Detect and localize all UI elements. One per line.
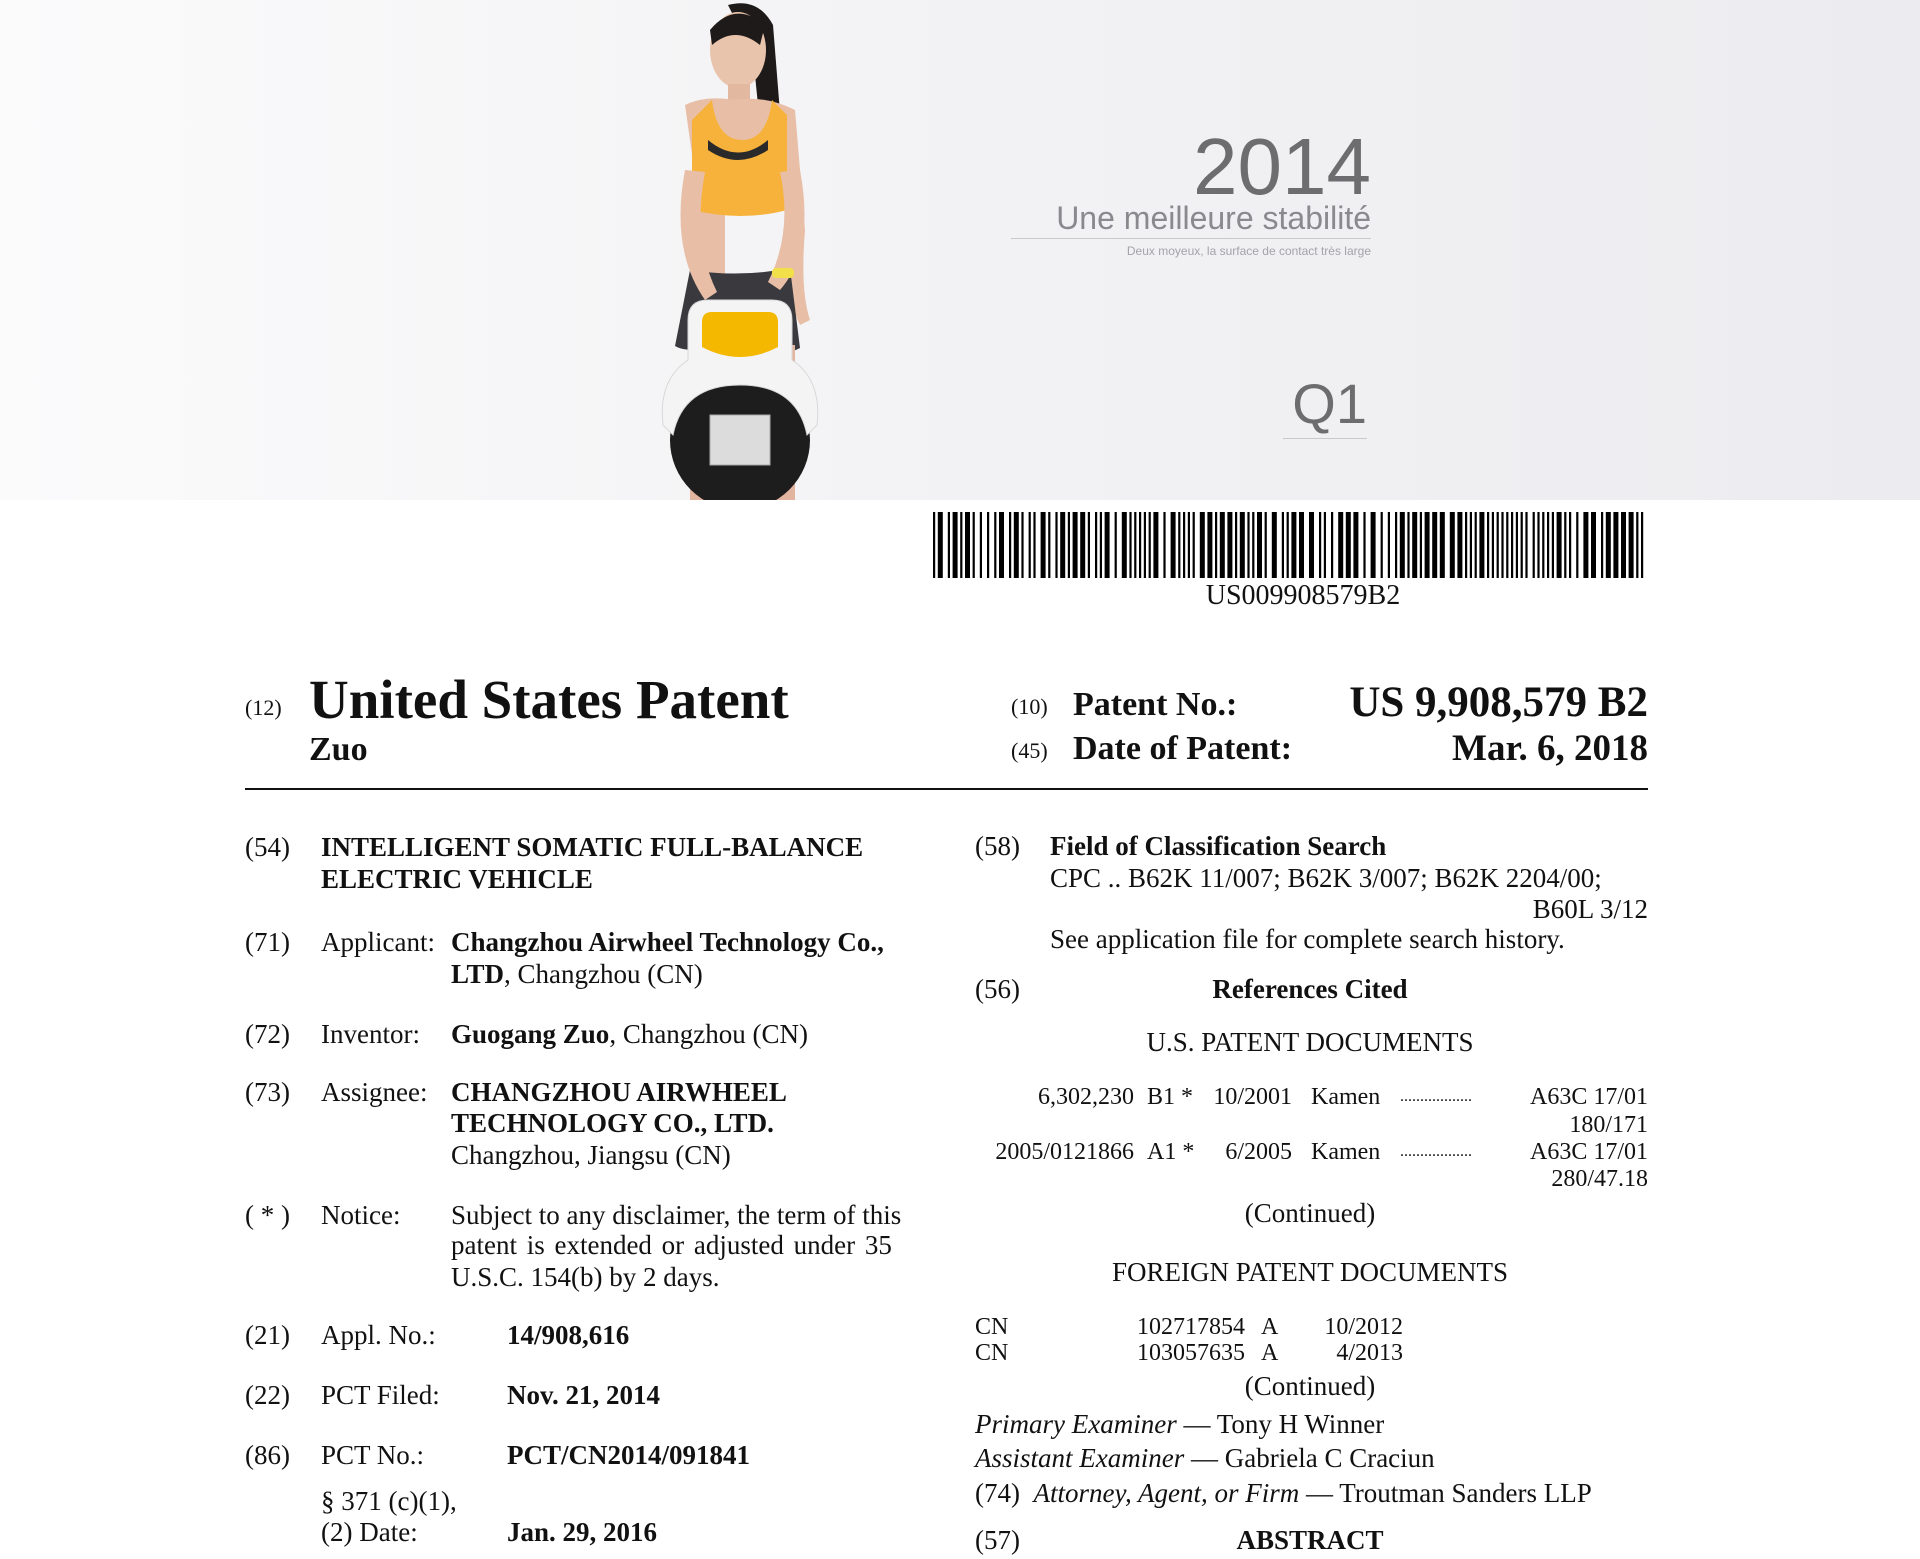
barcode-bar (1048, 512, 1050, 578)
barcode-bar (960, 512, 962, 578)
barcode-bar (980, 512, 982, 578)
barcode-bar (1122, 512, 1127, 578)
barcode-text: US009908579B2 (1205, 580, 1401, 611)
field-code-74: (74) (975, 1478, 1020, 1508)
barcode-bar (1324, 512, 1326, 578)
us-patent-docs-heading: U.S. PATENT DOCUMENTS (1146, 1027, 1474, 1057)
barcode-bar (1470, 512, 1472, 578)
barcode-bar (1542, 512, 1544, 578)
ref-date: 10/2001 (1213, 1084, 1292, 1110)
barcode-bar (1178, 512, 1180, 578)
patent-barcode (933, 512, 1651, 578)
ref-date: 6/2005 (1225, 1139, 1292, 1165)
foreign-number: 103057635 (1137, 1340, 1245, 1366)
barcode-bar (1583, 512, 1588, 578)
pct-filed-value: Nov. 21, 2014 (507, 1380, 661, 1410)
barcode-bar (1153, 512, 1158, 578)
appl-no-value: 14/908,616 (507, 1320, 630, 1350)
barcode-bar (1215, 512, 1217, 578)
banner-subtext: Deux moyeux, la surface de contact très large (1126, 244, 1371, 258)
assignee-line1: CHANGZHOU AIRWHEEL (451, 1077, 787, 1107)
barcode-bar (1569, 512, 1571, 578)
barcode-bar (1115, 512, 1117, 578)
barcode-bar (1009, 512, 1011, 578)
barcode-bar (1309, 512, 1314, 578)
barcode-bar (1346, 512, 1351, 578)
barcode-bar (1163, 512, 1165, 578)
barcode-bar (965, 512, 970, 578)
field-code-10: (10) (1011, 694, 1048, 719)
field-code-73: (73) (245, 1077, 290, 1107)
ref-leader-dots: .................. (1400, 1143, 1472, 1160)
barcode-bar (1033, 512, 1035, 578)
barcode-bar (1636, 512, 1638, 578)
assignee-location: Changzhou, Jiangsu (CN) (451, 1140, 731, 1170)
foreign-patent-docs-heading: FOREIGN PATENT DOCUMENTS (1111, 1257, 1509, 1287)
barcode-bar (1227, 512, 1232, 578)
attorney-label: Attorney, Agent, or Firm (1033, 1478, 1300, 1508)
barcode-bar (1465, 512, 1467, 578)
patent-number-label: Patent No.: (1073, 686, 1238, 723)
us-docs-continued: (Continued) (1244, 1198, 1376, 1228)
inventor-value (451, 1018, 808, 1050)
barcode-bar (1501, 512, 1503, 578)
classification-note: See application file for complete search history. (1050, 924, 1565, 954)
notice-line2: patent is extended or adjusted under 35 (451, 1230, 892, 1260)
barcode-bar (1272, 512, 1277, 578)
barcode-bar (1629, 512, 1634, 578)
ref-number: 2005/0121866 (995, 1139, 1134, 1165)
barcode-bar (1371, 512, 1376, 578)
barcode-bar (1425, 512, 1430, 578)
field-code-21: (21) (245, 1320, 290, 1350)
foreign-country: CN (975, 1314, 1009, 1340)
model-with-unicycle-photo (600, 0, 860, 500)
barcode-bar (1149, 512, 1151, 578)
barcode-bar (1506, 512, 1508, 578)
field-code-71: (71) (245, 927, 290, 957)
pct-no-value: PCT/CN2014/091841 (507, 1440, 750, 1470)
classification-title: Field of Classification Search (1050, 831, 1387, 861)
inventor-surname: Zuo (309, 731, 368, 768)
barcode-bar (938, 512, 943, 578)
assistant-examiner-label: Assistant Examiner (975, 1443, 1185, 1473)
barcode-bar (1395, 512, 1397, 578)
field-code-86: (86) (245, 1440, 290, 1470)
foreign-kind: A (1261, 1340, 1279, 1366)
foreign-number: 102717854 (1137, 1314, 1245, 1340)
inventor-name: Guogang Zuo (451, 1019, 610, 1049)
foreign-docs-continued: (Continued) (1244, 1371, 1376, 1401)
ref-subclass: 280/47.18 (1551, 1166, 1648, 1192)
barcode-bar (1183, 512, 1185, 578)
barcode-bar (1240, 512, 1245, 578)
appl-no-label: Appl. No.: (321, 1320, 436, 1350)
barcode-bar (1319, 512, 1321, 578)
section-371-date: Jan. 29, 2016 (507, 1517, 658, 1547)
primary-examiner-name: — Tony H Winner (1176, 1409, 1385, 1439)
barcode-bar (933, 512, 935, 578)
barcode-bar (953, 512, 958, 578)
barcode-bar (1564, 512, 1566, 578)
barcode-bar (1235, 512, 1237, 578)
barcode-bar (1497, 512, 1499, 578)
barcode-bar (1073, 512, 1078, 578)
ref-inventor: Kamen (1311, 1084, 1381, 1110)
barcode-bar (1282, 512, 1284, 578)
barcode-bar (1457, 512, 1462, 578)
barcode-bar (1080, 512, 1085, 578)
foreign-country: CN (975, 1340, 1009, 1366)
barcode-bar (1552, 512, 1554, 578)
barcode-bar (1220, 512, 1225, 578)
barcode-bar (1420, 512, 1422, 578)
foreign-date: 10/2012 (1324, 1314, 1403, 1340)
barcode-bar (1475, 512, 1477, 578)
banner-slogan: Une meilleure stabilité (1056, 200, 1371, 236)
barcode-bar (1400, 512, 1405, 578)
section-371-label: § 371 (c)(1), (321, 1486, 457, 1516)
barcode-bar (1440, 512, 1445, 578)
barcode-bar (1060, 512, 1065, 578)
barcode-bar (1621, 512, 1626, 578)
field-code-58: (58) (975, 831, 1020, 861)
field-code-12: (12) (245, 695, 282, 720)
attorney-name: — Troutman Sanders LLP (1299, 1478, 1592, 1508)
foreign-date: 4/2013 (1336, 1340, 1403, 1366)
applicant-name: Changzhou Airwheel Technology Co., (451, 927, 884, 957)
barcode-bar (1537, 512, 1539, 578)
references-cited-heading: References Cited (1212, 974, 1408, 1004)
patent-number: US 9,908,579 B2 (1349, 679, 1648, 726)
model-underline (1283, 438, 1367, 439)
barcode-bar (1641, 512, 1643, 578)
applicant-label: Applicant: (321, 927, 435, 957)
inventor-label: Inventor: (321, 1019, 420, 1049)
barcode-bar (1407, 512, 1409, 578)
barcode-bar (1100, 512, 1102, 578)
barcode-bar (1095, 512, 1097, 578)
banner-model: Q1 (1292, 372, 1367, 435)
foreign-kind: A (1261, 1314, 1279, 1340)
assistant-examiner (975, 1442, 1435, 1474)
barcode-bar (1171, 512, 1176, 578)
barcode-bar (1479, 512, 1484, 578)
barcode-bar (1381, 512, 1383, 578)
barcode-bar (1412, 512, 1417, 578)
barcode-bar (1055, 512, 1057, 578)
barcode-bar (1299, 512, 1304, 578)
barcode-bar (1557, 512, 1562, 578)
barcode-bar (1591, 512, 1596, 578)
notice-label: Notice: (321, 1200, 401, 1230)
applicant-name-cont (451, 958, 703, 990)
barcode-bar (1511, 512, 1513, 578)
field-code-45: (45) (1011, 738, 1048, 763)
barcode-bar (994, 512, 996, 578)
ref-class: A63C 17/01 (1529, 1084, 1648, 1110)
notice-line3: U.S.C. 154(b) by 2 days. (451, 1262, 720, 1292)
barcode-bar (1533, 512, 1535, 578)
date-of-patent-label: Date of Patent: (1073, 730, 1293, 767)
barcode-bar (1014, 512, 1019, 578)
barcode-bar (1521, 512, 1523, 578)
ref-kind: A1 * (1147, 1139, 1195, 1165)
pct-no-label: PCT No.: (321, 1440, 425, 1470)
header-rule (245, 788, 1648, 790)
field-code-56: (56) (975, 974, 1020, 1004)
barcode-bar (1188, 512, 1190, 578)
classification-cpc-cont: B60L 3/12 (1532, 894, 1648, 924)
barcode-bar (1450, 512, 1455, 578)
barcode-bar (1068, 512, 1070, 578)
field-code-72: (72) (245, 1019, 290, 1049)
barcode-bar (1525, 512, 1527, 578)
barcode-bar (1576, 512, 1578, 578)
section-371-date-label: (2) Date: (321, 1517, 418, 1547)
barcode-bar (999, 512, 1004, 578)
field-code-57: (57) (975, 1525, 1020, 1555)
assignee-line2: TECHNOLOGY CO., LTD. (451, 1108, 774, 1138)
barcode-bar (1029, 512, 1031, 578)
inventor-location: , Changzhou (CN) (609, 1019, 809, 1049)
ref-number: 6,302,230 (1038, 1084, 1134, 1110)
barcode-bar (987, 512, 989, 578)
primary-examiner-label: Primary Examiner (975, 1409, 1177, 1439)
barcode-bar (1291, 512, 1296, 578)
barcode-bar (1144, 512, 1146, 578)
barcode-bar (1487, 512, 1489, 578)
barcode-bar (1252, 512, 1254, 578)
ref-kind: B1 * (1147, 1084, 1194, 1110)
barcode-bar (1105, 512, 1110, 578)
barcode-bar (1331, 512, 1333, 578)
barcode-bar (1041, 512, 1046, 578)
abstract-heading: ABSTRACT (1236, 1525, 1384, 1555)
pct-filed-label: PCT Filed: (321, 1380, 440, 1410)
barcode-bar (973, 512, 975, 578)
barcode-bar (1353, 512, 1358, 578)
barcode-bar (1247, 512, 1249, 578)
primary-examiner (975, 1408, 1384, 1440)
barcode-bar (1200, 512, 1205, 578)
barcode-bar (1432, 512, 1437, 578)
applicant-location: , Changzhou (CN) (504, 959, 703, 989)
classification-cpc: CPC .. B62K 11/007; B62K 3/007; B62K 2204/00; (1050, 863, 1602, 893)
barcode-bar (1088, 512, 1090, 578)
barcode-bar (1021, 512, 1023, 578)
document-title: United States Patent (309, 669, 789, 730)
notice-code: ( * ) (245, 1200, 290, 1230)
ref-subclass: 180/171 (1569, 1112, 1648, 1138)
barcode-bar (1547, 512, 1549, 578)
field-code-22: (22) (245, 1380, 290, 1410)
ref-inventor: Kamen (1311, 1139, 1381, 1165)
product-banner (0, 0, 1920, 500)
banner-year: 2014 (1193, 122, 1371, 211)
assignee-label: Assignee: (321, 1077, 428, 1107)
invention-title-line2: ELECTRIC VEHICLE (321, 864, 593, 894)
barcode-bar (1363, 512, 1365, 578)
barcode-bar (1257, 512, 1262, 578)
applicant-name-suffix: LTD (451, 959, 505, 989)
ref-leader-dots: .................. (1400, 1088, 1472, 1105)
barcode-bar (1207, 512, 1212, 578)
barcode-bar (1134, 512, 1136, 578)
barcode-bar (1338, 512, 1343, 578)
barcode-bar (948, 512, 950, 578)
ref-class: A63C 17/01 (1529, 1139, 1648, 1165)
barcode-bar (1139, 512, 1141, 578)
date-of-patent: Mar. 6, 2018 (1452, 728, 1648, 769)
barcode-bar (1613, 512, 1618, 578)
barcode-bar (1193, 512, 1195, 578)
barcode-bar (1129, 512, 1131, 578)
notice-line1: Subject to any disclaimer, the term of this (451, 1200, 902, 1230)
field-code-54: (54) (245, 832, 290, 862)
attorney-field (975, 1477, 1592, 1509)
barcode-bar (1388, 512, 1390, 578)
barcode-bar (1601, 512, 1603, 578)
barcode-bar (1606, 512, 1611, 578)
barcode-bar (1516, 512, 1518, 578)
banner-divider (1011, 238, 1371, 239)
barcode-bar (1287, 512, 1289, 578)
invention-title-line1: INTELLIGENT SOMATIC FULL-BALANCE (321, 832, 864, 862)
assistant-examiner-name: — Gabriela C Craciun (1184, 1443, 1435, 1473)
barcode-bar (1265, 512, 1267, 578)
barcode-bar (1492, 512, 1494, 578)
